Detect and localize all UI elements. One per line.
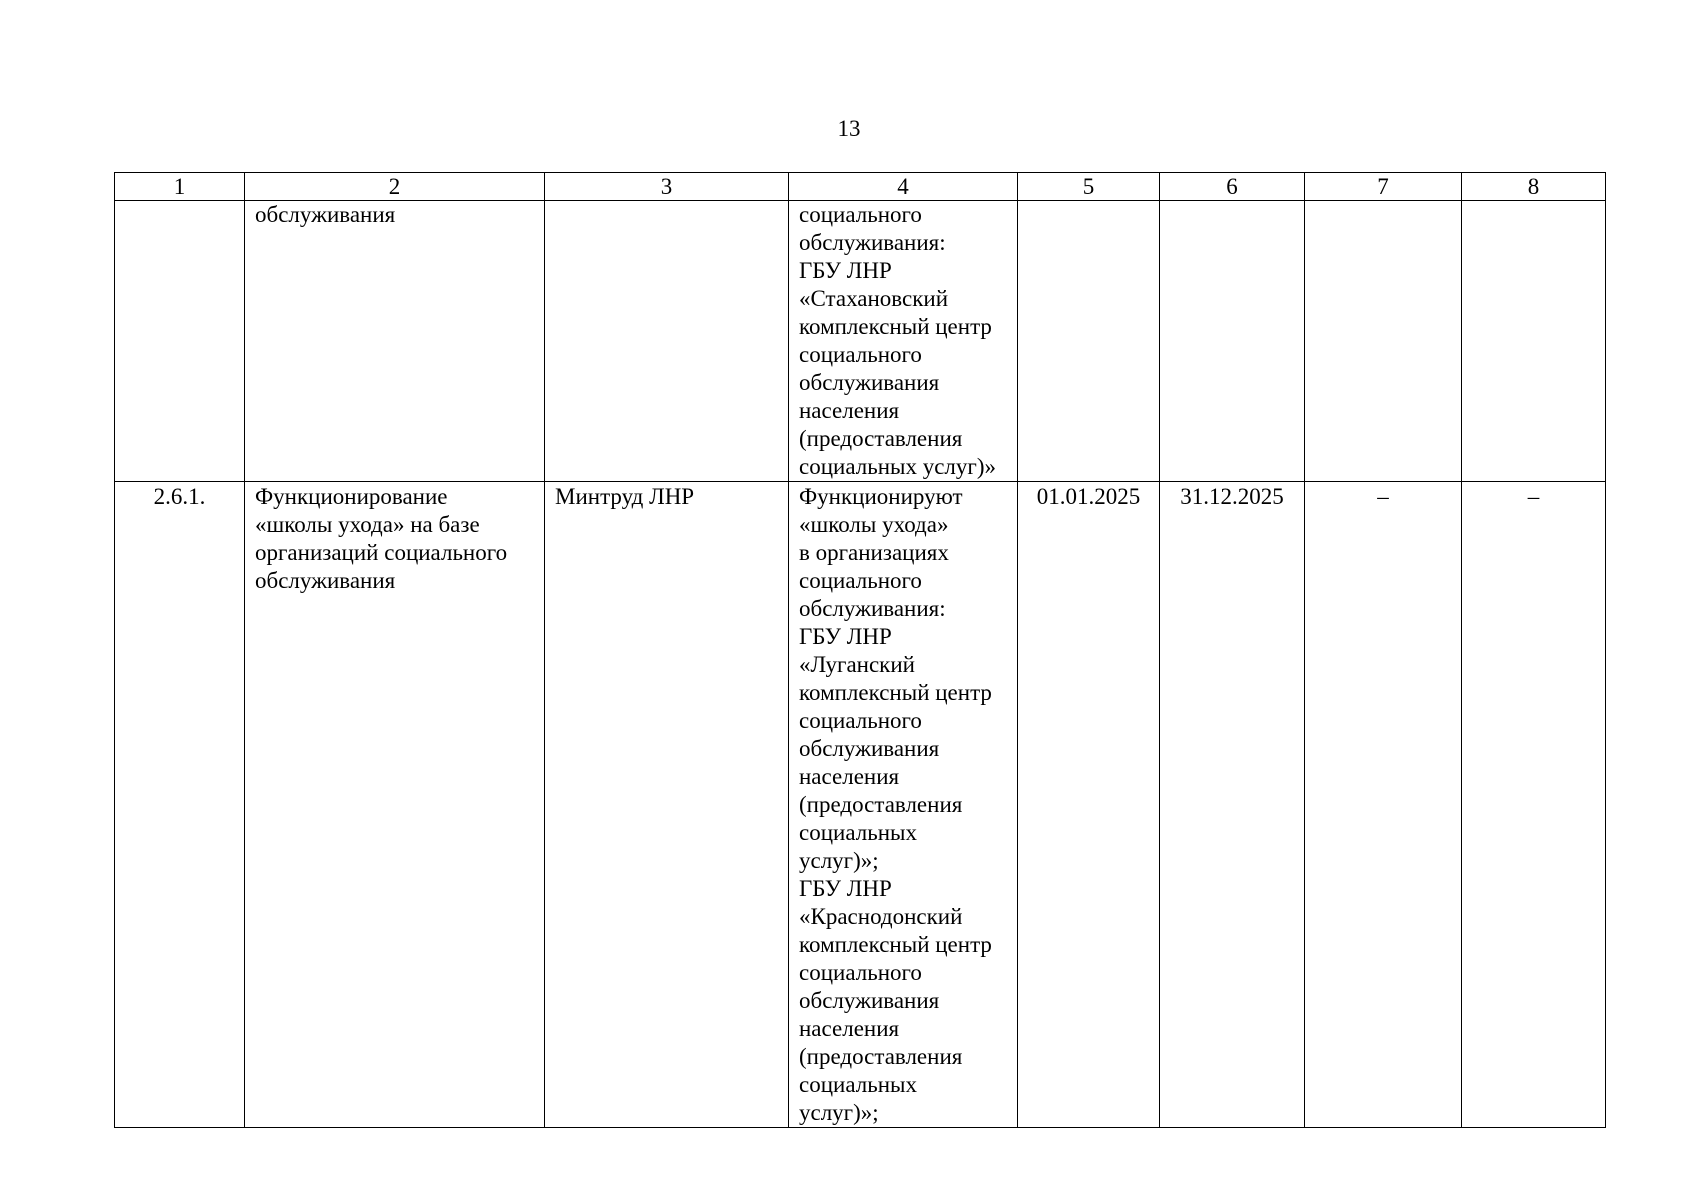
cell-text-line: социального xyxy=(799,708,922,733)
column-header-7: 7 xyxy=(1305,173,1462,201)
cell-text-line: «школы ухода» xyxy=(799,512,949,537)
cell-activity xyxy=(245,482,545,1128)
cell-text-line: в организациях xyxy=(799,540,949,565)
cell-text-line: ГБУ ЛНР xyxy=(799,876,892,901)
cell-result xyxy=(789,201,1018,482)
cell-col7: – xyxy=(1305,482,1462,1128)
cell-text-line: ГБУ ЛНР xyxy=(799,624,892,649)
cell-end-date xyxy=(1160,201,1305,482)
cell-text-line: Функционируют xyxy=(799,484,963,509)
cell-text-line: социальных услуг)» xyxy=(799,454,996,479)
cell-text-line: Функционирование xyxy=(255,484,448,509)
cell-text-line: обслуживания xyxy=(799,370,940,395)
cell-text-line: обслуживания xyxy=(255,568,396,593)
cell-text-line: обслуживания: xyxy=(799,596,946,621)
column-header-3: 3 xyxy=(545,173,789,201)
cell-result xyxy=(789,482,1018,1128)
cell-text-line: услуг)»; xyxy=(799,1100,879,1125)
plan-table xyxy=(114,172,1606,1128)
column-header-6: 6 xyxy=(1160,173,1305,201)
cell-executor: Минтруд ЛНР xyxy=(545,482,789,1128)
cell-end-date: 31.12.2025 xyxy=(1160,482,1305,1128)
column-header-1: 1 xyxy=(115,173,245,201)
cell-text-line: организаций социального xyxy=(255,540,508,565)
cell-text-line: населения xyxy=(799,764,900,789)
cell-text-line: «Краснодонский xyxy=(799,904,963,929)
table-header-row xyxy=(115,173,1606,201)
column-header-4: 4 xyxy=(789,173,1018,201)
cell-text-line: социального xyxy=(799,568,922,593)
cell-start-date: 01.01.2025 xyxy=(1018,482,1160,1128)
cell-text-line: (предоставления xyxy=(799,792,963,817)
cell-text-line: обслуживания xyxy=(799,736,940,761)
cell-number: 2.6.1. xyxy=(115,482,245,1128)
cell-text-line: населения xyxy=(799,398,900,423)
cell-text-line: социального xyxy=(799,202,922,227)
cell-number xyxy=(115,201,245,482)
cell-start-date xyxy=(1018,201,1160,482)
page-number: 13 xyxy=(837,116,861,141)
cell-text-line: «Луганский xyxy=(799,652,915,677)
cell-activity: обслуживания xyxy=(245,201,545,482)
cell-text-line: «школы ухода» на базе xyxy=(255,512,480,537)
table-row xyxy=(115,201,1606,482)
cell-text-line: услуг)»; xyxy=(799,848,879,873)
cell-col8: – xyxy=(1462,482,1606,1128)
cell-col7 xyxy=(1305,201,1462,482)
cell-text-line: обслуживания xyxy=(799,988,940,1013)
cell-text-line: ГБУ ЛНР xyxy=(799,258,892,283)
cell-text-line: (предоставления xyxy=(799,1044,963,1069)
cell-text-line: обслуживания: xyxy=(799,230,946,255)
cell-text-line: населения xyxy=(799,1016,900,1041)
column-header-8: 8 xyxy=(1462,173,1606,201)
cell-text-line: социальных xyxy=(799,1072,917,1097)
cell-text-line: социального xyxy=(799,960,922,985)
table-row xyxy=(115,482,1606,1128)
cell-text-line: социального xyxy=(799,342,922,367)
cell-text-line: социальных xyxy=(799,820,917,845)
cell-text-line: комплексный центр xyxy=(799,680,992,705)
column-header-5: 5 xyxy=(1018,173,1160,201)
cell-text-line: комплексный центр xyxy=(799,314,992,339)
column-header-2: 2 xyxy=(245,173,545,201)
cell-executor xyxy=(545,201,789,482)
cell-text-line: комплексный центр xyxy=(799,932,992,957)
cell-text-line: (предоставления xyxy=(799,426,963,451)
cell-col8 xyxy=(1462,201,1606,482)
cell-text-line: «Стахановский xyxy=(799,286,949,311)
